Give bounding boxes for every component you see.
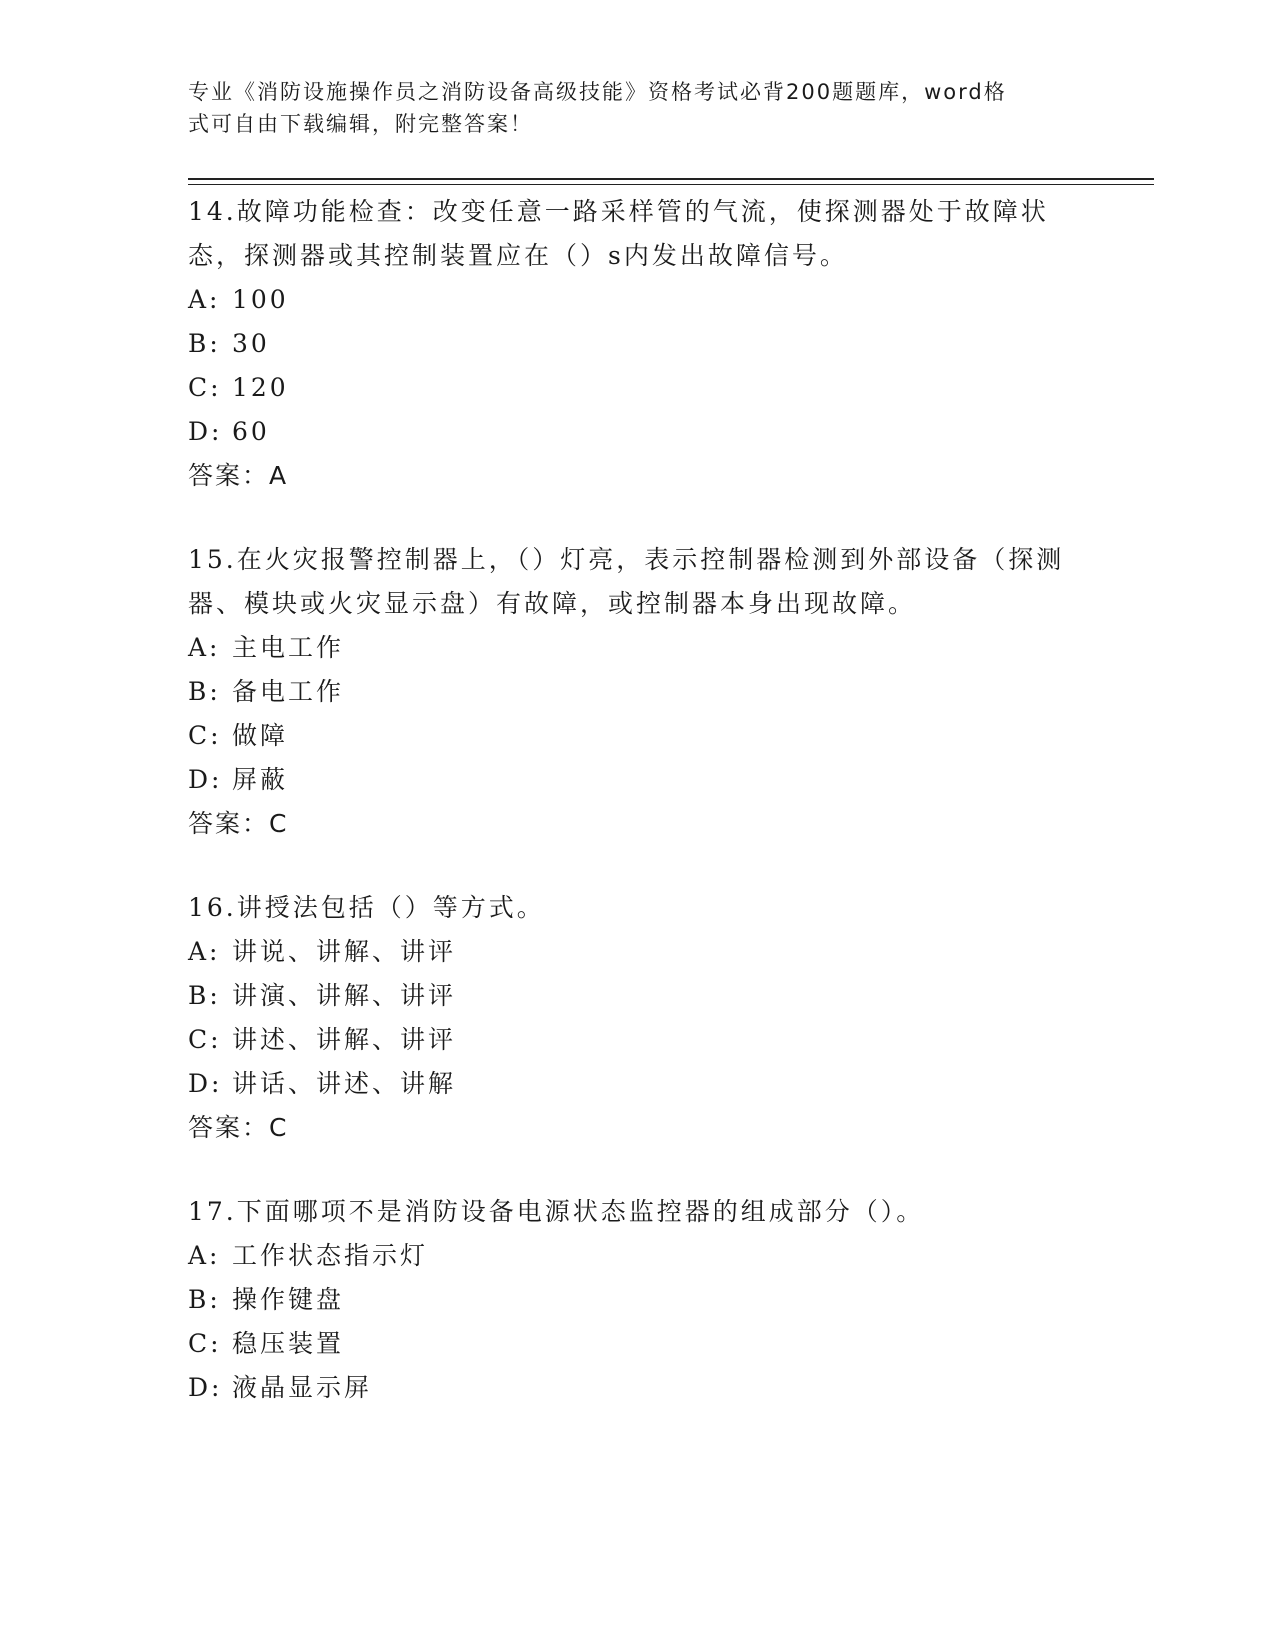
option-text: 60	[232, 417, 270, 446]
answer-line: 答案：C	[188, 1113, 289, 1142]
option-text: 30	[232, 329, 270, 358]
option-text: 操作键盘	[232, 1285, 345, 1314]
question-list	[188, 190, 1088, 1450]
option-letter: D:	[188, 765, 223, 794]
option-text: 稳压装置	[232, 1329, 345, 1358]
option-letter: A:	[188, 937, 221, 966]
option-b	[188, 974, 1088, 1018]
option-c	[188, 1018, 1088, 1062]
option-text: 120	[232, 373, 289, 402]
option-letter: C:	[188, 373, 222, 402]
question-stem: 16.讲授法包括（）等方式。	[188, 893, 545, 922]
option-text: 100	[232, 285, 289, 314]
option-a	[188, 278, 1088, 322]
option-letter: B:	[188, 329, 221, 358]
option-text: 主电工作	[232, 633, 345, 662]
option-letter: D:	[188, 1373, 223, 1402]
option-text: 备电工作	[232, 677, 345, 706]
option-text: 讲说、讲解、讲评	[232, 937, 457, 966]
header-line-1: 专业《消防设施操作员之消防设备高级技能》资格考试必背200题题库，word格	[188, 80, 1007, 104]
option-text: 屏蔽	[232, 765, 289, 794]
answer-line: 答案：C	[188, 809, 289, 838]
option-b	[188, 1278, 1088, 1322]
option-a	[188, 626, 1088, 670]
option-c	[188, 714, 1088, 758]
option-letter: D:	[188, 1069, 223, 1098]
option-letter: A:	[188, 1241, 221, 1270]
header-line-2: 式可自由下载编辑，附完整答案！	[188, 112, 533, 136]
option-letter: B:	[188, 677, 221, 706]
option-text: 做障	[232, 721, 289, 750]
option-c	[188, 1322, 1088, 1366]
option-a	[188, 930, 1088, 974]
answer-line: 答案：A	[188, 461, 289, 490]
option-b	[188, 322, 1088, 366]
option-text: 讲述、讲解、讲评	[232, 1025, 457, 1054]
option-letter: A:	[188, 285, 221, 314]
option-b	[188, 670, 1088, 714]
option-text: 讲演、讲解、讲评	[232, 981, 457, 1010]
option-letter: B:	[188, 981, 221, 1010]
option-letter: D:	[188, 417, 223, 446]
option-letter: A:	[188, 633, 221, 662]
question-14	[188, 190, 1088, 498]
option-letter: C:	[188, 721, 222, 750]
option-text: 讲话、讲述、讲解	[232, 1069, 457, 1098]
question-17	[188, 1190, 1088, 1410]
option-d	[188, 410, 1088, 454]
document-header	[188, 76, 1068, 140]
option-d	[188, 758, 1088, 802]
option-letter: C:	[188, 1025, 222, 1054]
option-d	[188, 1062, 1088, 1106]
header-divider-thin	[188, 184, 1154, 185]
question-16	[188, 886, 1088, 1150]
option-a	[188, 1234, 1088, 1278]
question-15	[188, 538, 1088, 846]
option-c	[188, 366, 1088, 410]
option-letter: B:	[188, 1285, 221, 1314]
option-text: 工作状态指示灯	[232, 1241, 429, 1270]
question-stem: 14.故障功能检查：改变任意一路采样管的气流，使探测器处于故障状态，探测器或其控制装置应在（）s内发出故障信号。	[188, 197, 1049, 270]
question-stem: 15.在火灾报警控制器上，（）灯亮，表示控制器检测到外部设备（探测器、模块或火灾显示盘）有故障，或控制器本身出现故障。	[188, 545, 1065, 618]
option-letter: C:	[188, 1329, 222, 1358]
header-divider-thick	[188, 178, 1154, 180]
option-text: 液晶显示屏	[232, 1373, 373, 1402]
option-d	[188, 1366, 1088, 1410]
question-stem: 17.下面哪项不是消防设备电源状态监控器的组成部分（）。	[188, 1197, 925, 1226]
